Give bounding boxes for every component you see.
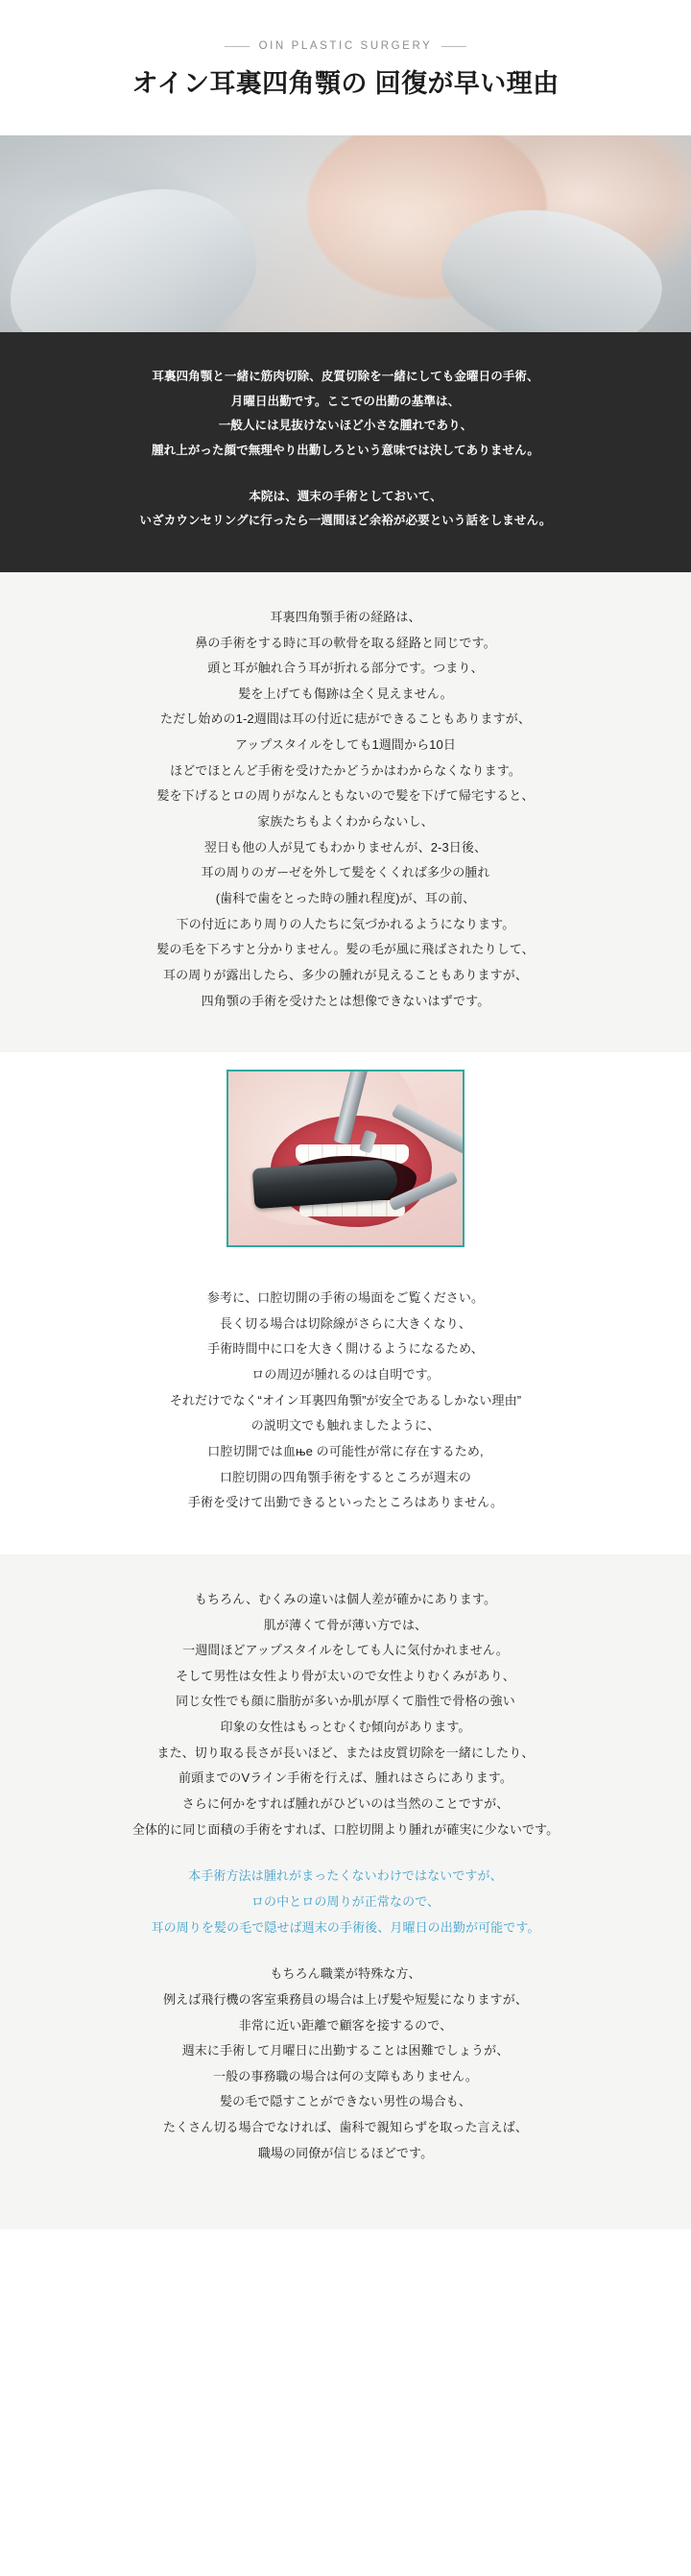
text-line: もちろん職業が特殊な方、 [270,1966,421,1982]
section-oral-incision [0,1253,691,1554]
text-line: 耳の周りを髪の毛で隠せば週末の手術後、月曜日の出勤が可能です。 [151,1919,540,1935]
text-line: 一般人には見抜けないほど小さな腫れであり、 [218,419,473,433]
text-line: たくさん切る場合でなければ、歯科で親知らずを取った言えば、 [163,2120,528,2135]
intraoral-incision-diagram [226,1070,465,1247]
text-line: 四角顎の手術を受けたとは想像できないはずです。 [201,993,490,1008]
text-line: ただし始めの1-2週間は耳の付近に痣ができることもありますが、 [160,711,531,727]
text-line: の説明文でも触れましたように、 [250,1418,441,1433]
text-line: アップスタイルをしても1週間から10日 [235,737,456,753]
text-line: 週末に手術して月曜日に出勤することは困難でしょうが、 [181,2043,510,2058]
text-line: 本院は、週末の手術としておいて、 [249,489,442,503]
section-surgical-route [0,572,691,1052]
text-line: そして男性は女性より骨が太いので女性よりむくみがあり、 [176,1668,515,1683]
text-line: 耳裏四角顎と一緒に筋肉切除、皮質切除を一緒にしても金曜日の手術、 [152,370,539,384]
swelling-paragraph-2 [46,1962,645,2166]
text-line: 耳の周りが露出したら、多少の腫れが見えることもありますが、 [163,967,528,982]
text-line: 鼻の手術をする時に耳の軟骨を取る経路と同じです。 [195,635,496,650]
text-line: 参考に、口腔切開の手術の場面をご覧ください。 [206,1290,485,1306]
page-header [0,0,691,135]
text-line: また、切り取る長さが長いほど、または皮質切除を一緒にしたり、 [156,1745,535,1760]
eyebrow-rule-left [225,46,250,47]
text-line: 家族たちもよくわからないし、 [257,814,434,830]
text-line: 髪の毛で隠すことができない男性の場合も、 [219,2094,471,2109]
page-title [0,65,691,103]
text-line: 全体的に同じ面積の手術をすれば、口腔切開より腫れが確実に少ないです。 [131,1821,560,1837]
section-summary [0,332,691,572]
summary-paragraph-2 [46,485,645,534]
page-title-line-2: 回復が早い理由 [374,69,560,98]
text-line: 口腔切開では血ње の可能性が常に存在するため, [207,1443,484,1458]
text-line: 耳裏四角顎手術の経路は、 [270,609,421,624]
route-paragraph [46,605,645,1014]
text-line: それだけでなく“オイン耳裏四角顎”が安全であるしかない理由” [169,1392,522,1408]
text-line: (歯科で歯をとった時の腫れ程度)が、耳の前、 [215,890,476,905]
text-line: いざカウンセリングに行ったら一週間ほど余裕が必要という話をしません。 [139,514,552,528]
text-line: 印象の女性はもっとむくむ傾向があります。 [220,1720,471,1735]
oral-incision-paragraph [46,1286,645,1516]
text-line: 例えば飛行機の客室乗務員の場合は上げ髪や短髪になりますが、 [163,1991,528,2007]
text-line: 腫れ上がった顔で無理やり出勤しろという意味では決してありません。 [152,444,539,458]
brand-eyebrow [0,40,691,52]
hero-vignette [0,135,691,332]
brand-name: OIN PLASTIC SURGERY [258,40,433,52]
text-line: 一般の事務職の場合は何の支障もありません。 [213,2068,478,2083]
text-line: さらに何かをすれば腫れがひどいのは当然のことですが、 [181,1796,510,1812]
text-line: 一週間ほどアップスタイルをしても人に気付かれません。 [182,1643,509,1658]
text-line: 耳の周りのガーゼを外して髪をくくれば多少の腫れ [201,865,490,880]
text-line: 頭と耳が触れ合う耳が折れる部分です。つまり、 [207,661,484,676]
text-line: 前頭までのVライン手術を行えば、腫れはさらにあります。 [179,1770,512,1786]
text-line: 長く切る場合は切除線がさらに大きくなり、 [219,1315,471,1331]
text-line: 手術を受けて出勤できるといったところはありません。 [187,1495,504,1510]
hero-photo [0,135,691,332]
summary-paragraph-1 [46,365,645,464]
text-line: もちろん、むくみの違いは個人差が確かにあります。 [194,1591,497,1606]
text-line: 手術時間中に口を大きく開けるようになるため、 [207,1341,484,1357]
text-line: 肌が薄くて骨が薄い方では、 [263,1617,428,1632]
section-swelling [0,1554,691,2204]
text-line: 髪を上げても傷跡は全く見えません。 [238,686,453,701]
text-line: 職場の同僚が信じるほどです。 [257,2145,434,2160]
text-line: ロの中とロの周りが正常なので、 [250,1893,441,1909]
text-line: ほどでほとんど手術を受けたかどうかはわからなくなります。 [170,762,521,778]
illustration-block [0,1052,691,1253]
text-line: 翌日も他の人が見てもわかりませんが、2-3日後、 [203,839,488,855]
text-line: 同じ女性でも顔に脂肪が多いか肌が厚くて脂性で骨格の強い [176,1694,515,1709]
bottom-spacer [0,2204,691,2229]
text-line: 非常に近い距離で顧客を接するので、 [238,2017,453,2033]
text-line: 月曜日出勤です。ここでの出勤の基準は、 [230,394,461,408]
text-line: 本手術方法は腫れがまったくないわけではないですが、 [188,1868,503,1884]
eyebrow-rule-right [441,46,466,47]
swelling-highlight-paragraph [46,1864,645,1940]
text-line: 髪の毛を下ろすと分かりません。髪の毛が風に飛ばされたりして、 [156,942,535,957]
page-title-line-1: オイン耳裏四角顎の [131,69,368,98]
text-line: ロの周辺が腫れるのは自明です。 [251,1367,440,1383]
text-line: 下の付近にあり周りの人たちに気づかれるようになります。 [176,916,515,931]
text-line: 口腔切開の四角顎手術をするところが週末の [219,1469,471,1484]
swelling-paragraph-1 [46,1587,645,1842]
text-line: 髪を下げるとロの周りがなんともないので髪を下げて帰宅すると、 [156,788,535,804]
